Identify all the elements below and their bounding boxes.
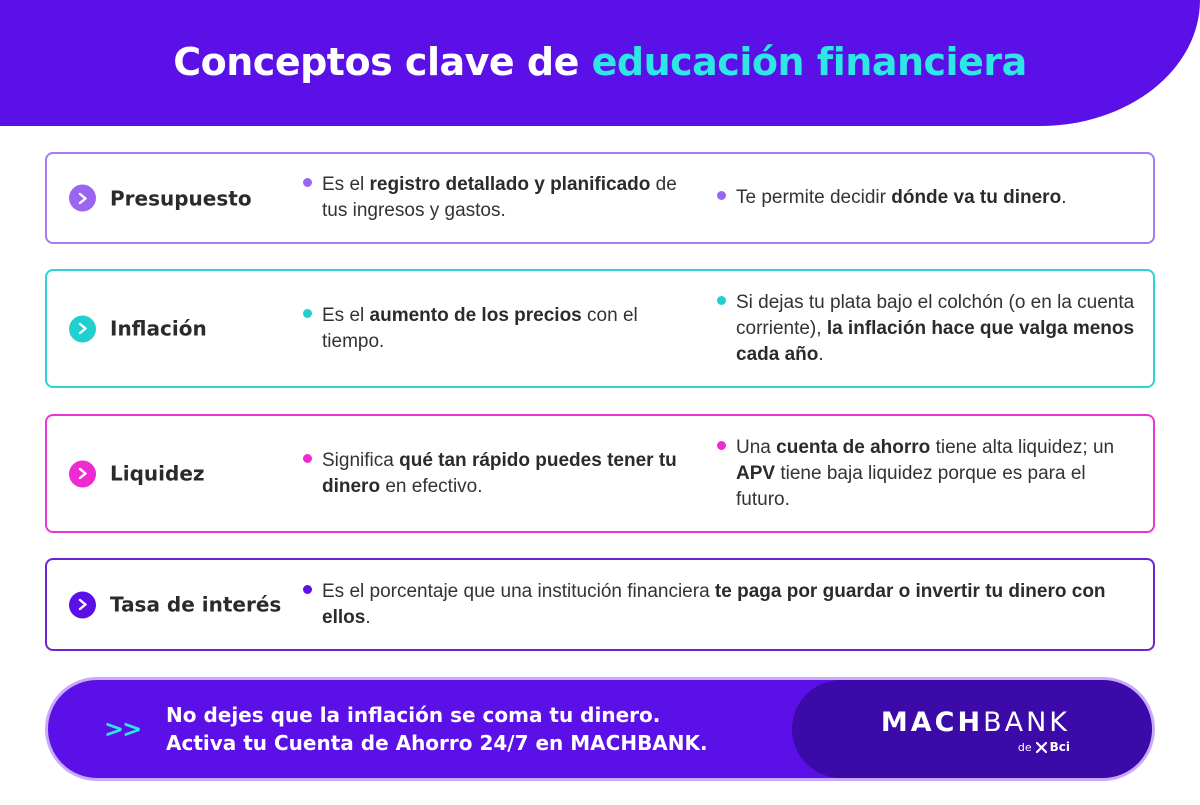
title-main: Conceptos clave de — [173, 40, 592, 84]
concept-term-label: Inflación — [110, 316, 207, 341]
concept-point-text: Una cuenta de ahorro tiene alta liquidez; un APV tiene baja liquidez porque es para el futuro. — [736, 436, 1115, 510]
concept-card-liquidez — [45, 414, 1155, 533]
concept-point-text: Es el registro detallado y planificado de tus ingresos y gastos. — [322, 174, 677, 221]
concept-term-label: Tasa de interés — [110, 592, 282, 617]
concept-term-label: Liquidez — [110, 461, 205, 486]
chevron-right-icon — [69, 591, 96, 618]
dot-icon — [303, 309, 312, 318]
concept-point — [303, 448, 693, 500]
cta-message — [166, 701, 708, 757]
bci-mark-icon — [1036, 742, 1047, 753]
concept-term — [69, 315, 207, 342]
concept-point-text: Si dejas tu plata bajo el colchón (o en la cuenta corriente), la inflación hace que valga menos cada año. — [736, 291, 1135, 365]
dot-icon — [303, 454, 312, 463]
cta-line-1: No dejes que la inflación se coma tu dinero. — [166, 703, 661, 727]
concept-point — [303, 303, 693, 355]
concept-term-label: Presupuesto — [110, 186, 252, 210]
concept-point — [717, 435, 1137, 513]
dot-icon — [717, 296, 726, 305]
concept-point-text: Te permite decidir dónde va tu dinero. — [736, 187, 1067, 208]
concept-point — [303, 579, 1133, 631]
concept-point-text: Significa qué tan rápido puedes tener tu dinero en efectivo. — [322, 449, 677, 497]
chevron-right-icon — [69, 315, 96, 342]
dot-icon — [303, 585, 312, 594]
concept-point-text: Es el porcentaje que una institución financiera te paga por guardar o invertir tu dinero con ellos. — [322, 580, 1106, 628]
bci-logo: de Bci — [1017, 740, 1070, 754]
concept-point — [717, 185, 1137, 211]
dot-icon — [717, 441, 726, 450]
concept-term — [69, 185, 252, 212]
title-accent: educación financiera — [591, 40, 1027, 84]
cta-line-2: Activa tu Cuenta de Ahorro 24/7 en MACHBANK. — [166, 731, 708, 755]
chevron-right-icon — [69, 185, 96, 212]
concept-point — [303, 172, 693, 224]
cta-banner[interactable] — [45, 677, 1155, 781]
concept-point-text: Es el aumento de los precios con el tiempo. — [322, 304, 638, 352]
concept-card-tasa-de-interes — [45, 558, 1155, 651]
concept-point — [717, 290, 1137, 368]
concept-card-inflacion — [45, 269, 1155, 388]
double-chevron-icon: >> — [104, 715, 141, 743]
concept-term — [69, 591, 281, 618]
concept-term — [69, 460, 205, 487]
dot-icon — [303, 178, 312, 187]
chevron-right-icon — [69, 460, 96, 487]
page-title — [173, 40, 1027, 84]
dot-icon — [717, 191, 726, 200]
header-banner — [0, 0, 1200, 126]
machbank-logo: MACHBANK — [880, 707, 1070, 738]
concept-card-presupuesto — [45, 152, 1155, 244]
